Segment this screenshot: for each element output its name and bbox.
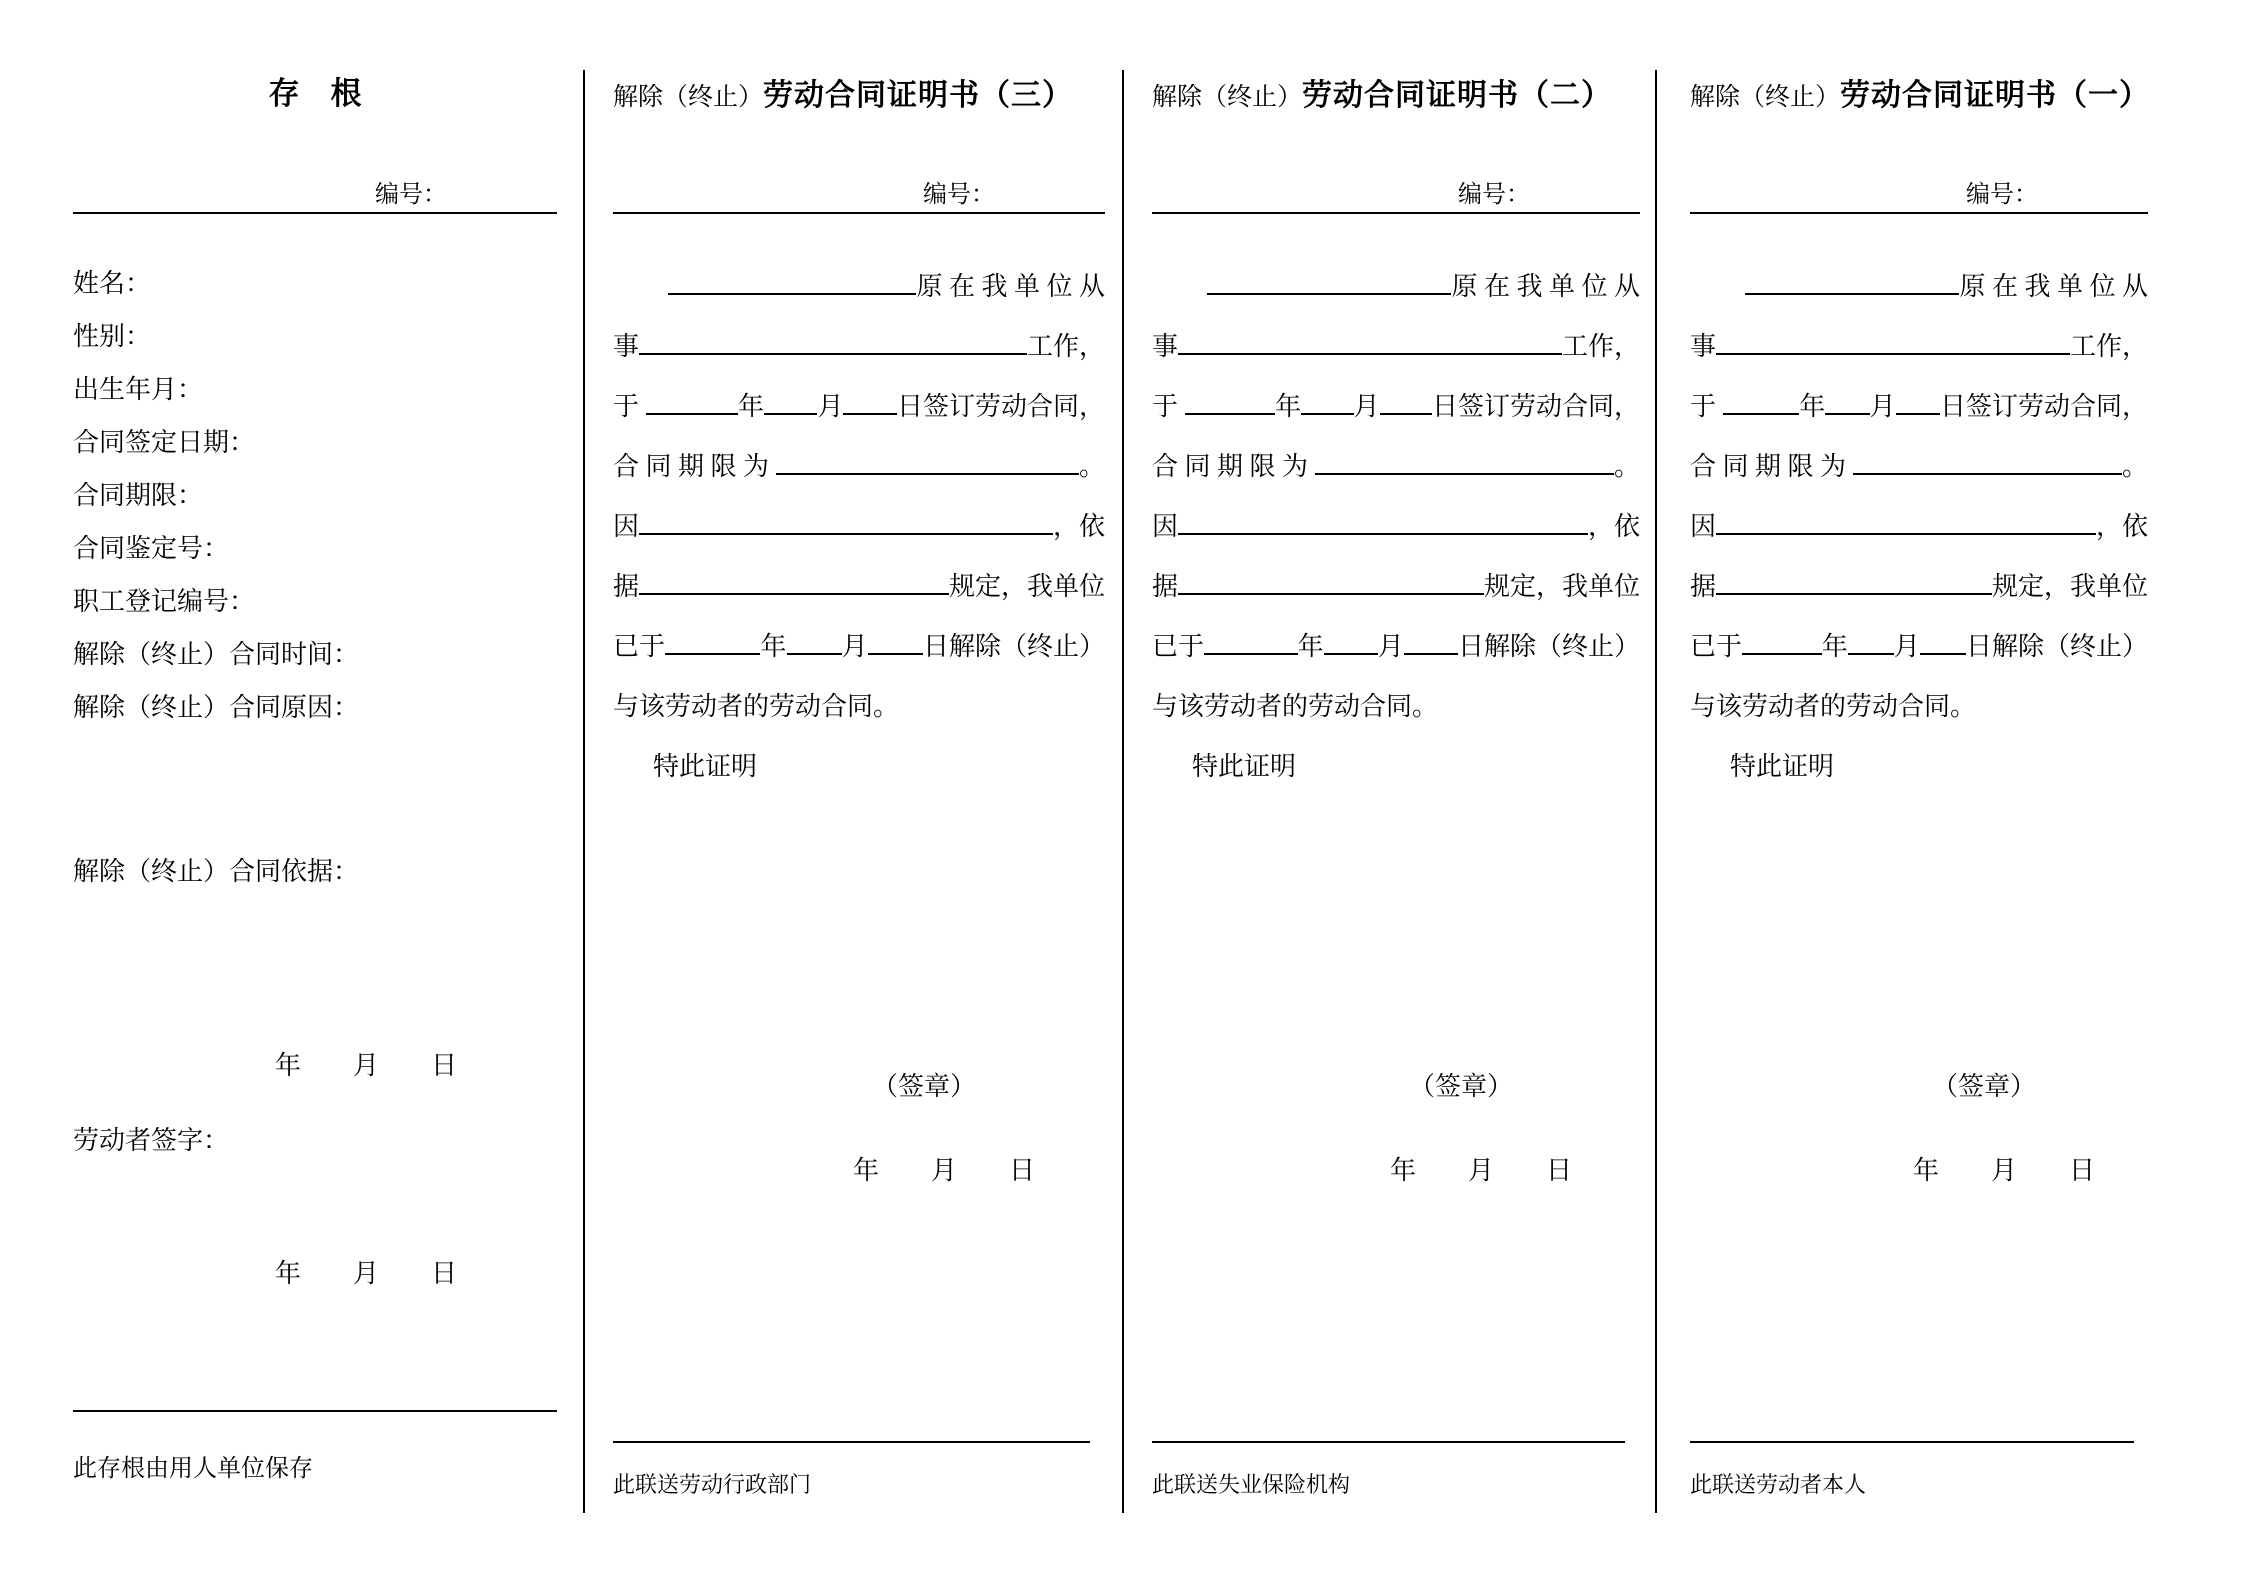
body-text: ，依 [1587, 512, 1640, 541]
body-text: 规定，我单位 [948, 572, 1105, 601]
body-line-4 [1152, 437, 1640, 497]
blank-line [776, 473, 1079, 475]
body-line-4 [613, 437, 1105, 497]
body-line-3 [1690, 377, 2148, 437]
stub-retention-note: 此存根由用人单位保存 [73, 1456, 313, 1482]
blank-line [1745, 293, 1959, 295]
field-gender: 性别： [73, 322, 152, 351]
body-line-8 [613, 677, 1105, 737]
blank-line [1178, 533, 1588, 535]
body-text: 原 在 我 单 位 从 [1959, 272, 2148, 301]
blank-line [639, 593, 949, 595]
month-label: 月 [1869, 392, 1896, 421]
number-field [613, 178, 1105, 214]
blank-line [1853, 473, 2122, 475]
blank-line [868, 653, 923, 655]
stub-fields [73, 257, 557, 734]
month-label: 月 [1353, 392, 1380, 421]
body-line-1 [613, 257, 1105, 317]
body-line-9 [1690, 737, 2148, 797]
date-line: 年 月 日 [1912, 1156, 2095, 1185]
field-termination-time: 解除（终止）合同时间： [73, 640, 360, 669]
certificate-body [1152, 257, 1640, 797]
body-text: 据 [613, 572, 640, 601]
title-prefix: 解除（终止） [1690, 84, 1841, 111]
blank-line [1178, 353, 1562, 355]
blank-line [1324, 653, 1378, 655]
body-text: 据 [1152, 572, 1179, 601]
certificate-title-2 [1152, 70, 1640, 114]
title-main: 劳动合同证明书（三） [763, 79, 1074, 112]
blank-line [1404, 653, 1458, 655]
blank-line [1896, 413, 1940, 415]
seal-placeholder: （签章） [1931, 1072, 2036, 1101]
body-text: 事 [613, 332, 640, 361]
stub-date-line-1: 年 月 日 [274, 1051, 457, 1080]
seal-placeholder: （签章） [1408, 1072, 1513, 1101]
blank-line [1716, 533, 2096, 535]
body-line-9 [613, 737, 1105, 797]
body-text: ，依 [1052, 512, 1105, 541]
body-line-5 [1152, 497, 1640, 557]
certificate-column-3 [613, 0, 1105, 1587]
number-label: 编号： [375, 182, 447, 208]
body-text: 与该劳动者的劳动合同。 [1690, 692, 1977, 721]
body-text: 原 在 我 单 位 从 [1451, 272, 1640, 301]
body-text: 已于 [1690, 632, 1743, 661]
month-label: 月 [1893, 632, 1920, 661]
month-label: 月 [1377, 632, 1404, 661]
month-label: 月 [841, 632, 868, 661]
body-text: ，依 [2095, 512, 2148, 541]
body-line-3 [1152, 377, 1640, 437]
date-line: 年 月 日 [1389, 1156, 1572, 1185]
body-text: 于 [1690, 392, 1723, 421]
number-label: 编号： [1966, 182, 2038, 208]
body-line-3 [613, 377, 1105, 437]
body-text: 事 [1690, 332, 1717, 361]
body-text: 规定，我单位 [1483, 572, 1640, 601]
body-text: 工作， [1561, 332, 1640, 361]
year-label: 年 [1821, 632, 1848, 661]
body-line-8 [1152, 677, 1640, 737]
body-line-6 [1690, 557, 2148, 617]
field-termination-basis: 解除（终止）合同依据： [73, 857, 360, 886]
column-divider [1122, 70, 1124, 1513]
blank-line [1716, 593, 1992, 595]
body-line-2 [613, 317, 1105, 377]
body-text: 日解除（终止） [1457, 632, 1640, 661]
body-text: 已于 [1152, 632, 1205, 661]
blank-line [843, 413, 897, 415]
body-text: 原 在 我 单 位 从 [916, 272, 1105, 301]
blank-line [1380, 413, 1432, 415]
body-line-8 [1690, 677, 2148, 737]
certificate-title-3 [613, 70, 1105, 114]
body-text: 据 [1690, 572, 1717, 601]
blank-line [1825, 413, 1869, 415]
blank-line [1185, 413, 1276, 415]
blank-line [639, 533, 1053, 535]
body-line-1 [1152, 257, 1640, 317]
body-text: 已于 [613, 632, 666, 661]
body-text: 因 [613, 512, 640, 541]
blank-line [668, 293, 916, 295]
body-line-2 [1690, 317, 2148, 377]
body-text: 工作， [1026, 332, 1105, 361]
body-text: 特此证明 [1730, 752, 1835, 781]
year-label: 年 [737, 392, 764, 421]
body-text: 特此证明 [653, 752, 758, 781]
blank-line [665, 653, 760, 655]
month-label: 月 [817, 392, 844, 421]
body-text: 日签订劳动合同， [1431, 392, 1640, 421]
blank-line [1204, 653, 1298, 655]
stub-number-field [73, 178, 557, 214]
seal-placeholder: （签章） [871, 1072, 976, 1101]
stub-column [73, 0, 557, 1587]
field-name: 姓名： [73, 269, 152, 298]
body-line-7 [613, 617, 1105, 677]
field-employee-reg-no: 职工登记编号： [73, 587, 256, 616]
body-text: 因 [1152, 512, 1179, 541]
field-worker-signature: 劳动者签字： [73, 1126, 230, 1155]
blank-line [646, 413, 738, 415]
body-text: 合 同 期 限 为 [613, 452, 776, 481]
year-label: 年 [1799, 392, 1826, 421]
body-text: 规定，我单位 [1991, 572, 2148, 601]
column-divider [1655, 70, 1657, 1513]
blank-line [1716, 353, 2070, 355]
blank-line [764, 413, 818, 415]
body-text: 。 [1078, 452, 1105, 481]
date-line: 年 月 日 [852, 1156, 1035, 1185]
footer-divider [1152, 1441, 1625, 1443]
number-label: 编号： [1458, 182, 1530, 208]
body-line-2 [1152, 317, 1640, 377]
body-line-5 [613, 497, 1105, 557]
blank-line [1178, 593, 1484, 595]
body-line-6 [1152, 557, 1640, 617]
certificate-title-1 [1690, 70, 2151, 114]
stub-title: 存 根 [268, 76, 362, 111]
body-text: 日解除（终止） [922, 632, 1105, 661]
body-line-6 [613, 557, 1105, 617]
field-termination-reason: 解除（终止）合同原因： [73, 693, 360, 722]
certificate-column-1 [1690, 0, 2151, 1587]
body-text: 与该劳动者的劳动合同。 [613, 692, 900, 721]
field-birth-date: 出生年月： [73, 375, 204, 404]
number-label: 编号： [923, 182, 995, 208]
title-prefix: 解除（终止） [613, 84, 764, 111]
body-text: 日解除（终止） [1965, 632, 2148, 661]
number-field [1690, 178, 2148, 214]
blank-line [1315, 473, 1614, 475]
body-text: 工作， [2069, 332, 2148, 361]
body-text: 于 [613, 392, 646, 421]
title-main: 劳动合同证明书（二） [1302, 79, 1613, 112]
body-text: 特此证明 [1192, 752, 1297, 781]
title-main: 劳动合同证明书（一） [1840, 79, 2151, 112]
blank-line [1207, 293, 1451, 295]
title-prefix: 解除（终止） [1152, 84, 1303, 111]
body-text: 于 [1152, 392, 1185, 421]
body-line-7 [1152, 617, 1640, 677]
blank-line [639, 353, 1027, 355]
stub-date-line-2: 年 月 日 [274, 1259, 457, 1288]
body-text: 日签订劳动合同， [896, 392, 1105, 421]
blank-line [787, 653, 842, 655]
field-contract-term: 合同期限： [73, 481, 204, 510]
body-text: 。 [1613, 452, 1640, 481]
field-contract-appraisal-no: 合同鉴定号： [73, 534, 230, 563]
year-label: 年 [1275, 392, 1302, 421]
footer-divider [1690, 1441, 2134, 1443]
body-line-4 [1690, 437, 2148, 497]
body-text: 事 [1152, 332, 1179, 361]
body-text: 合 同 期 限 为 [1690, 452, 1853, 481]
blank-line [1920, 653, 1966, 655]
body-line-9 [1152, 737, 1640, 797]
body-text: 日签订劳动合同， [1940, 392, 2149, 421]
body-text: 因 [1690, 512, 1717, 541]
number-field [1152, 178, 1640, 214]
column-divider [583, 70, 585, 1513]
copy-destination-1: 此联送劳动者本人 [1690, 1472, 1867, 1497]
year-label: 年 [1297, 632, 1324, 661]
copy-destination-3: 此联送劳动行政部门 [613, 1472, 812, 1497]
year-label: 年 [760, 632, 787, 661]
copy-destination-2: 此联送失业保险机构 [1152, 1472, 1351, 1497]
footer-divider [613, 1441, 1090, 1443]
body-text: 。 [2121, 452, 2148, 481]
certificate-body [613, 257, 1105, 797]
field-contract-sign-date: 合同签定日期： [73, 428, 256, 457]
body-text: 合 同 期 限 为 [1152, 452, 1315, 481]
body-line-1 [1690, 257, 2148, 317]
blank-line [1723, 413, 1800, 415]
body-line-5 [1690, 497, 2148, 557]
footer-divider [73, 1410, 557, 1412]
certificate-column-2 [1152, 0, 1640, 1587]
blank-line [1742, 653, 1822, 655]
body-line-7 [1690, 617, 2148, 677]
blank-line [1848, 653, 1894, 655]
blank-line [1301, 413, 1353, 415]
certificate-body [1690, 257, 2148, 797]
body-text: 与该劳动者的劳动合同。 [1152, 692, 1439, 721]
